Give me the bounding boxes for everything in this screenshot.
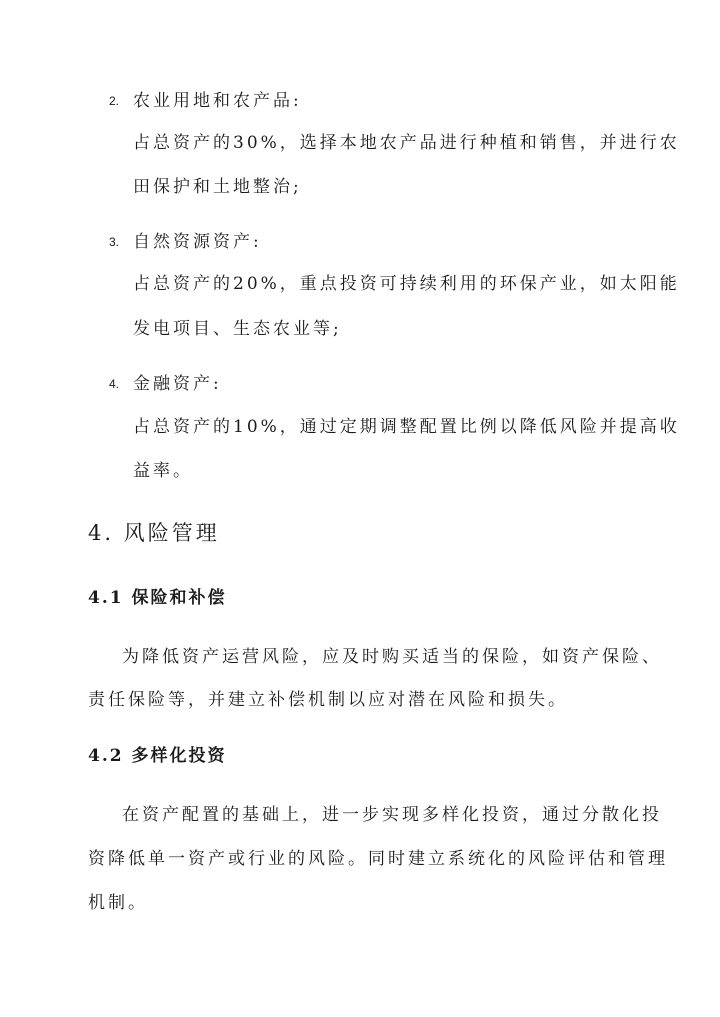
paragraph-line: 资降低单一资产或行业的风险。同时建立系统化的风险评估和管理: [88, 849, 668, 869]
list-item-number: 3.: [109, 235, 120, 249]
section-heading: 4. 风险管理: [88, 521, 220, 545]
list-item-text-line: 占总资产的20%，重点投资可持续利用的环保产业，如太阳能: [133, 274, 680, 294]
paragraph-line: 为降低资产运营风险，应及时购买适当的保险，如资产保险、: [122, 647, 662, 667]
paragraph-line: 责任保险等，并建立补偿机制以应对潜在风险和损失。: [88, 690, 568, 710]
paragraph-line: 在资产配置的基础上，进一步实现多样化投资，通过分散化投: [122, 805, 662, 825]
subsection-heading: 4.2 多样化投资: [88, 746, 227, 766]
subsection-heading: 4.1 保险和补偿: [88, 588, 227, 608]
list-item-text-line: 占总资产的30%，选择本地农产品进行种植和销售，并进行农: [133, 133, 680, 153]
list-item-text-line: 占总资产的10%，通过定期调整配置比例以降低风险并提高收: [133, 417, 680, 437]
list-item-number: 2.: [109, 94, 120, 108]
list-item-number: 4.: [109, 377, 120, 391]
list-item-text-line: 益率。: [133, 461, 193, 481]
list-item-title: 金融资产:: [133, 374, 222, 394]
list-item-text-line: 田保护和土地整治;: [133, 177, 302, 197]
list-item-title: 农业用地和农产品:: [133, 91, 302, 111]
list-item-text-line: 发电项目、生态农业等;: [133, 319, 342, 339]
paragraph-line: 机制。: [88, 893, 148, 913]
list-item-title: 自然资源资产:: [133, 232, 262, 252]
